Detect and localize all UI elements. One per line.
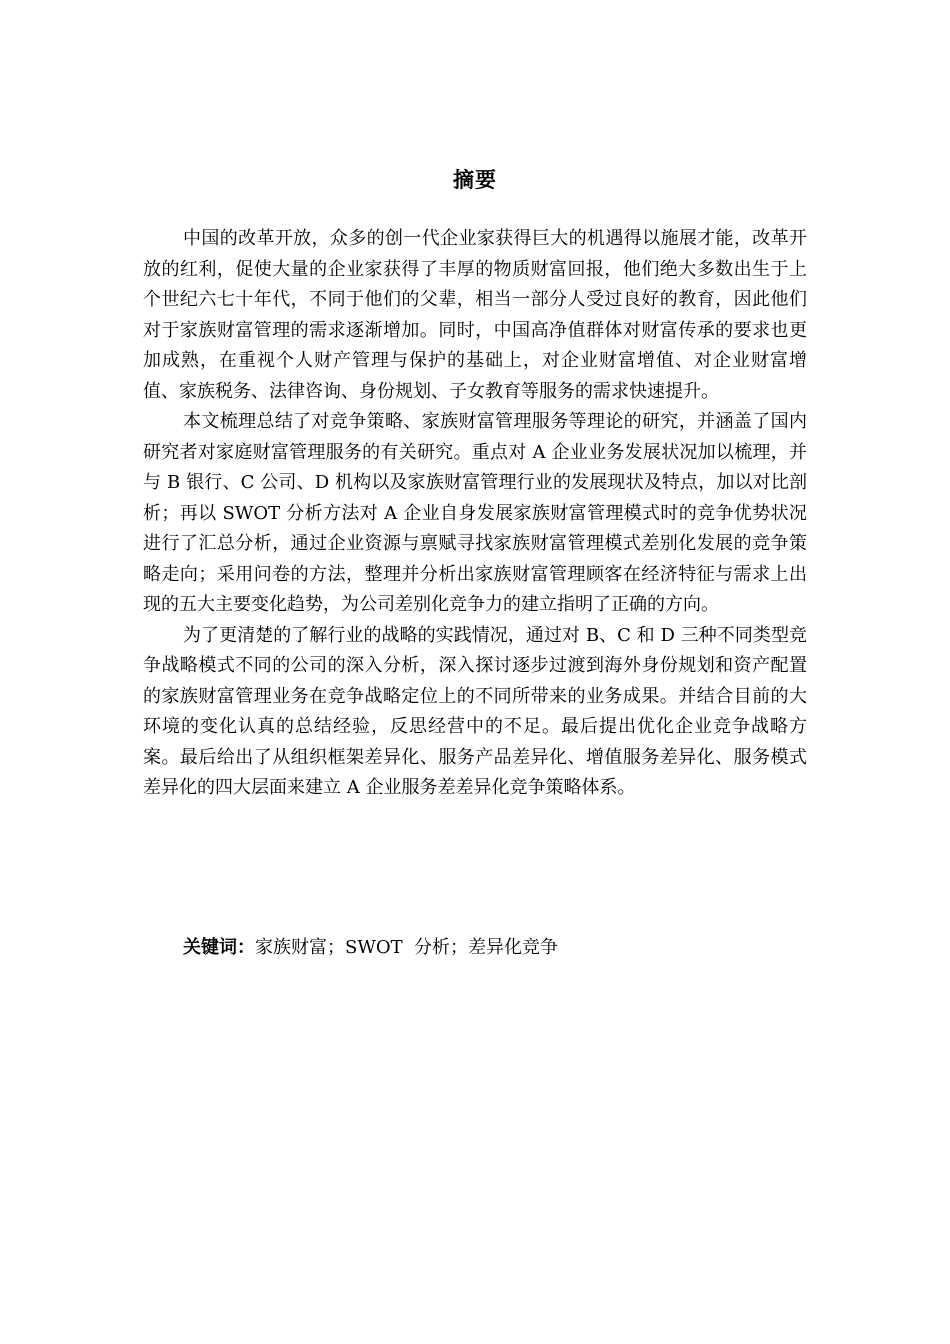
abstract-paragraph-3: 为了更清楚的了解行业的战略的实践情况，通过对 B、C 和 D 三种不同类型竞争战略模式不同的公司的深入分析，深入探讨逐步过渡到海外身份规划和资产配置的家族财富管理业务在竞争战略定位上的不同所带来的业务成果。并结合目前的大环境的变化认真的总结经验，反思经营中的不足。最后提出优化企业竞争战略方案。最后给出了从组织框架差异化、服务产品差异化、增值服务差异化、服务模式差异化的四大层面来建立 A 企业服务差差异化竞争策略体系。 (143, 624, 807, 798)
abstract-paragraph-1: 中国的改革开放，众多的创一代企业家获得巨大的机遇得以施展才能，改革开放的红利，促使大量的企业家获得了丰厚的物质财富回报，他们绝大多数出生于上个世纪六七十年代，不同于他们的父辈，相当一部分人受过良好的教育，因此他们对于家族财富管理的需求逐渐增加。同时，中国高净值群体对财富传承的要求也更加成熟，在重视个人财产管理与保护的基础上，对企业财富增值、对企业财富增值、家族税务、法律咨询、身份规划、子女教育等服务的需求快速提升。 (143, 228, 807, 402)
keywords-line (183, 933, 783, 963)
abstract-paragraph-2: 本文梳理总结了对竞争策略、家族财富管理服务等理论的研究，并涵盖了国内研究者对家庭财富管理服务的有关研究。重点对 A 企业业务发展状况加以梳理，并与 B 银行、C 公司、D 机构以及家族财富管理行业的发展现状及特点，加以对比剖析；再以 SWOT 分析方法对 A 企业自身发展家族财富管理模式时的竞争优势状况进行了汇总分析，通过企业资源与禀赋寻找家族财富管理模式差别化发展的竞争策略走向；采用问卷的方法，整理并分析出家族财富管理顾客在经济特征与需求上出现的五大主要变化趋势，为公司差别化竞争力的建立指明了正确的方向。 (143, 411, 807, 615)
keywords-label: 关键词： (183, 937, 255, 958)
keywords-text: 家族财富；SWOT 分析；差异化竞争 (255, 937, 559, 958)
abstract-body (143, 224, 807, 804)
abstract-title: 摘要 (453, 168, 497, 192)
